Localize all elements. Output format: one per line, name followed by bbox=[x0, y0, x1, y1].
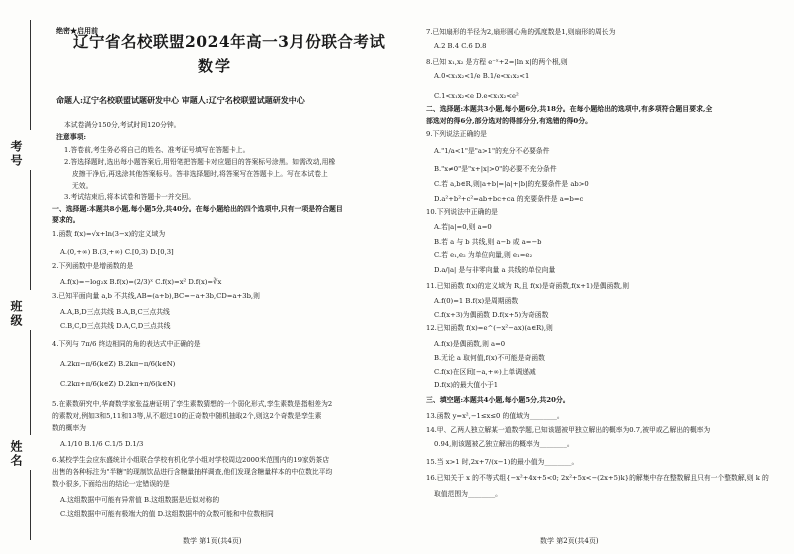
answer-option: A.2kπ−π/6(k∈Z) B.2kπ−π/6(k∈N) bbox=[60, 360, 176, 368]
question-text: 3.已知平面向量 a,b 不共线,AB=(a+b),BC=−a+3b,CD=a+3b,则 bbox=[52, 292, 260, 300]
margin-line bbox=[30, 470, 31, 540]
section-heading: 三、填空题:本题共4小题,每小题5分,共20分。 bbox=[426, 396, 570, 404]
answer-option: C.若 e₁,e₂ 为单位向量,则 e₁=e₂ bbox=[434, 251, 533, 259]
author-line: 命题人:辽宁名校联盟试题研发中心 审题人:辽宁名校联盟试题研发中心 bbox=[56, 95, 305, 105]
note-line: 2.答选择题时,选出每小题答案后,用铅笔把答题卡对应题目的答案标号涂黑。如需改动,用橡 bbox=[64, 158, 336, 166]
binding-margin bbox=[0, 0, 46, 554]
section-heading: 二、选择题:本题共3小题,每小题6分,共18分。在每小题给出的选项中,有多项符合题目要求,全 bbox=[426, 105, 713, 113]
question-text: 4.下列与 7π/6 终边相同的角的表达式中正确的是 bbox=[52, 340, 201, 348]
answer-option: A.(0,+∞) B.(3,+∞) C.[0,3) D.[0,3] bbox=[60, 248, 174, 256]
question-text: 12.已知函数 f(x)=e^(−x²−ax)(a∈R),则 bbox=[426, 324, 553, 332]
note-line: 3.考试结束后,将本试卷和答题卡一并交回。 bbox=[64, 193, 195, 201]
right-page bbox=[420, 0, 785, 554]
question-text: 5.在素数研究中,华裔数学家张益唐证明了孪生素数猜想的一个弱化形式,孪生素数是指相差为2 bbox=[52, 400, 333, 408]
answer-option: C.若 a,b∈R,则|a+b|=|a|+|b|的充要条件是 ab>0 bbox=[434, 180, 589, 188]
question-text: 取值范围为________。 bbox=[434, 490, 502, 498]
answer-option: A.f(x)=−log₂x B.f(x)=(2/3)ˣ C.f(x)=x² D.f(x)=∛x bbox=[60, 278, 222, 286]
question-text: 2.下列函数中是增函数的是 bbox=[52, 262, 134, 270]
score-time: 本试卷满分150分,考试时间120分钟。 bbox=[64, 121, 181, 129]
page-footer-left: 数学 第1页(共4页) bbox=[183, 537, 242, 545]
answer-option: A.这组数据中可能有异常值 B.这组数据是近似对称的 bbox=[60, 496, 220, 504]
question-text: 出售的各种标注为"半糖"的现制饮品进行含糖量抽样调查,他们发现含糖量样本的中位数比平均 bbox=[52, 468, 333, 476]
class-label: 班级 bbox=[9, 300, 23, 328]
answer-option: B.无论 a 取何值,f(x)不可能是奇函数 bbox=[434, 354, 545, 362]
answer-option: A."1/a<1"是"a>1"的充分不必要条件 bbox=[434, 147, 550, 155]
name-label: 姓名 bbox=[9, 440, 23, 468]
question-text: 数小很多,下面给出的结论一定错误的是 bbox=[52, 480, 170, 488]
answer-option: C.这组数据中可能有极端大的值 D.这组数据中的众数可能和中位数相同 bbox=[60, 510, 274, 518]
question-text: 0.94,则该题被乙独立解出的概率为________。 bbox=[434, 440, 574, 448]
answer-option: B."x≠0"是"x+|x|>0"的必要不充分条件 bbox=[434, 165, 557, 173]
question-text: 11.已知函数 f(x)的定义域为 R,且 f(x)是奇函数,f(x+1)是偶函数,则 bbox=[426, 282, 630, 290]
question-text: 15.当 x>1 时,2x+7/(x−1)的最小值为________。 bbox=[426, 458, 579, 466]
section-one-heading-cont: 要求的。 bbox=[52, 216, 80, 224]
answer-option: A.1/10 B.1/6 C.1/5 D.1/3 bbox=[60, 440, 144, 448]
question-text: 数的概率为 bbox=[52, 424, 86, 432]
question-text: 16.已知关于 x 的不等式组{−x²+4x+5<0; 2x²+5x<−(2x+5)k}的解集中存在整数解且只有一个整数解,则 k 的 bbox=[426, 474, 769, 482]
section-one-heading: 一、选择题:本题共8小题,每小题5分,共40分。在每小题给出的四个选项中,只有一项是符合题目 bbox=[52, 205, 343, 213]
margin-line bbox=[30, 170, 31, 290]
answer-option: C.f(x)在区间[−a,+∞)上单调递减 bbox=[434, 368, 536, 376]
answer-option: A.0<x₁x₂<1/e B.1/e<x₁x₂<1 bbox=[434, 72, 530, 80]
answer-option: D.a/|a| 是与非零向量 a 共线的单位向量 bbox=[434, 266, 556, 274]
answer-option: A.2 B.4 C.6 D.8 bbox=[434, 42, 487, 50]
answer-option: C.B,C,D三点共线 D.A,C,D三点共线 bbox=[60, 322, 171, 330]
note-line: 1.答卷前,考生务必将自己的姓名、准考证号填写在答题卡上。 bbox=[64, 146, 250, 154]
exam-number-label: 考号 bbox=[9, 140, 23, 168]
answer-option: A.若|a|=0,则 a=0 bbox=[434, 223, 492, 231]
subject-title: 数学 bbox=[198, 57, 233, 75]
exam-title: 辽宁省名校联盟2024年高一3月份联合考试 bbox=[73, 32, 386, 51]
question-text: 8.已知 x₁,x₂ 是方程 e⁻ˣ+2=|ln x|的两个根,则 bbox=[426, 58, 568, 66]
question-text: 的素数对,例如3和5,11和13等,从不超过10的正奇数中随机抽取2个,则这2个奇数是孪生素 bbox=[52, 412, 322, 420]
answer-option: C.1<x₁x₂<e D.e<x₁x₂<e² bbox=[434, 92, 519, 100]
question-text: 9.下列说法正确的是 bbox=[426, 130, 487, 138]
answer-option: C.f(x+3)为偶函数 D.f(x+5)为奇函数 bbox=[434, 311, 549, 319]
confidential-mark: 绝密★启用前 bbox=[56, 26, 98, 35]
answer-option: D.a²+b²+c²=ab+bc+ca 的充要条件是 a=b=c bbox=[434, 195, 584, 203]
question-text: 14.甲、乙两人独立解某一道数学题,已知该题被甲独立解出的概率为0.7,被甲或乙解出的概率为 bbox=[426, 426, 711, 434]
question-text: 10.下列说法中正确的是 bbox=[426, 208, 498, 216]
note-line: 无效。 bbox=[72, 182, 93, 190]
page-footer-right: 数学 第2页(共4页) bbox=[540, 537, 599, 545]
note-line: 皮擦干净后,再选涂其他答案标号。答非选择题时,将答案写在答题卡上。写在本试卷上 bbox=[72, 170, 328, 178]
notes-heading: 注意事项: bbox=[56, 133, 87, 141]
answer-option: B.若 a 与 b 共线,则 a−b 或 a=−b bbox=[434, 238, 542, 246]
question-text: 1.函数 f(x)=√x+ln(3−x)的定义域为 bbox=[52, 230, 166, 238]
question-text: 7.已知扇形的半径为2,扇形圆心角的弧度数是1,则扇形的周长为 bbox=[426, 28, 616, 36]
answer-option: D.f(x)的最大值小于1 bbox=[434, 381, 499, 389]
left-page bbox=[48, 0, 388, 554]
margin-line bbox=[30, 330, 31, 435]
answer-option: C.2kπ+π/6(k∈Z) D.2kπ+π/6(k∈N) bbox=[60, 380, 176, 388]
answer-option: A.f(x)是偶函数,则 a=0 bbox=[434, 340, 506, 348]
answer-option: A.f(0)=1 B.f(x)是周期函数 bbox=[434, 297, 519, 305]
margin-line bbox=[30, 20, 31, 130]
question-text: 13.函数 y=x²,−1≤x≤0 的值域为________。 bbox=[426, 412, 564, 420]
question-text: 6.某校学生会应东盛统计小组联合学校有机化学小组对学校周边2000米范围内的19家奶茶店 bbox=[52, 456, 330, 464]
section-heading: 部选对的得6分,部分选对的得部分分,有选错的得0分。 bbox=[426, 117, 592, 125]
answer-option: A.A,B,D三点共线 B.A,B,C三点共线 bbox=[60, 308, 170, 316]
